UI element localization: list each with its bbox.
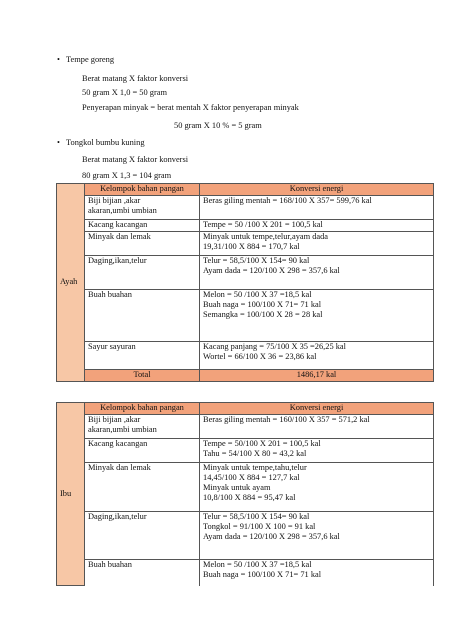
text-line: 50 gram X 10 % = 5 gram [174, 121, 262, 130]
group-label: akaran,umbi umbian [88, 425, 157, 435]
group-label: Buah buahan [88, 560, 132, 569]
group-label: Daging,ikan,telur [88, 256, 147, 265]
table-row [57, 439, 434, 463]
bullet-dot: • [57, 55, 60, 64]
table-row [57, 463, 434, 512]
conversion-line: Tahu = 54/100 X 80 = 43,2 kal [203, 449, 307, 459]
table-row [57, 256, 434, 290]
total-label: Total [85, 370, 200, 382]
group-label: Buah buahan [88, 290, 132, 299]
text-line: 80 gram X 1,3 = 104 gram [82, 171, 172, 180]
bullet-item-tongkol [57, 138, 145, 148]
conversion-line: Telur = 58,5/100 X 154= 90 kal [203, 512, 310, 521]
bullet-dot: • [57, 138, 60, 147]
conversion-line: 14,45/100 X 884 = 127,7 kal [203, 473, 300, 483]
total-value: 1486,17 kal [200, 370, 434, 382]
conversion-line: Minyak untuk ayam [203, 483, 271, 493]
table-row [57, 560, 434, 586]
conversion-line: Ayam dada = 120/100 X 298 = 357,6 kal [203, 532, 340, 542]
conversion-line: 10,8/100 X 884 = 95,47 kal [203, 493, 296, 503]
group-label: Biji bijian ,akar [88, 415, 141, 424]
table-row [57, 220, 434, 232]
group-label: Minyak dan lemak [88, 232, 151, 241]
person-cell: Ayah [57, 184, 85, 382]
conversion-line: Melon = 50 /100 X 37 =18,5 kal [203, 560, 312, 569]
table-row [57, 512, 434, 560]
table-row [57, 415, 434, 439]
conversion-line: Buah naga = 100/100 X 71= 71 kal [203, 570, 322, 580]
conversion-line: Beras giling mentah = 168/100 X 357= 599,76 kal [203, 196, 372, 205]
table-row [57, 290, 434, 342]
bullet-item-tempe [57, 55, 115, 65]
group-label: Kacang kacangan [88, 439, 148, 448]
group-label: Sayur sayuran [88, 342, 136, 351]
conversion-line: Telur = 58,5/100 X 154= 90 kal [203, 256, 310, 265]
bullet-title: Tempe goreng [66, 55, 115, 64]
conversion-line: Ayam dada = 120/100 X 298 = 357,6 kal [203, 266, 340, 276]
conversion-line: 19,31/100 X 884 = 170,7 kal [203, 242, 300, 252]
conversion-line: Minyak untuk tempe,tahu,telur [203, 463, 307, 472]
conversion-line: Tempe = 50 /100 X 201 = 100,5 kal [203, 220, 323, 229]
column-header-group: Kelompok bahan pangan [85, 403, 200, 415]
group-label: Minyak dan lemak [88, 463, 151, 472]
conversion-line: Buah naga = 100/100 X 71= 71 kal [203, 300, 322, 310]
conversion-line: Kacang panjang = 75/100 X 35 =26,25 kal [203, 342, 346, 351]
conversion-line: Wortel = 66/100 X 36 = 23,86 kal [203, 352, 317, 362]
table-row [57, 232, 434, 256]
text-line: Berat matang X faktor konversi [82, 155, 189, 164]
total-row [57, 370, 434, 382]
conversion-line: Melon = 50 /100 X 37 =18,5 kal [203, 290, 312, 299]
column-header-conversion: Konversi energi [200, 184, 434, 196]
group-label: Daging,ikan,telur [88, 512, 147, 521]
column-header-conversion: Konversi energi [200, 403, 434, 415]
person-cell: Ibu [57, 403, 85, 586]
ayah-energy-table [56, 183, 434, 382]
table-row [57, 196, 434, 220]
text-line: Berat matang X faktor konversi [82, 74, 189, 83]
column-header-group: Kelompok bahan pangan [85, 184, 200, 196]
group-label: akaran,umbi umbian [88, 206, 157, 216]
group-label: Kacang kacangan [88, 220, 148, 229]
conversion-line: Tongkol = 91/100 X 100 = 91 kal [203, 522, 316, 532]
conversion-line: Semangka = 100/100 X 28 = 28 kal [203, 310, 323, 320]
bullet-title: Tongkol bumbu kuning [66, 138, 145, 147]
conversion-line: Minyak untuk tempe,telur,ayam dada [203, 232, 329, 241]
conversion-line: Beras giling mentah = 160/100 X 357 = 571,2 kal [203, 415, 370, 424]
ibu-energy-table [56, 402, 434, 586]
conversion-line: Tempe = 50/100 X 201 = 100,5 kal [203, 439, 321, 448]
group-label: Biji bijian ,akar [88, 196, 141, 205]
text-line: Penyerapan minyak = berat mentah X faktor penyerapan minyak [82, 103, 299, 112]
text-line: 50 gram X 1,0 = 50 gram [82, 88, 167, 97]
table-row [57, 342, 434, 370]
